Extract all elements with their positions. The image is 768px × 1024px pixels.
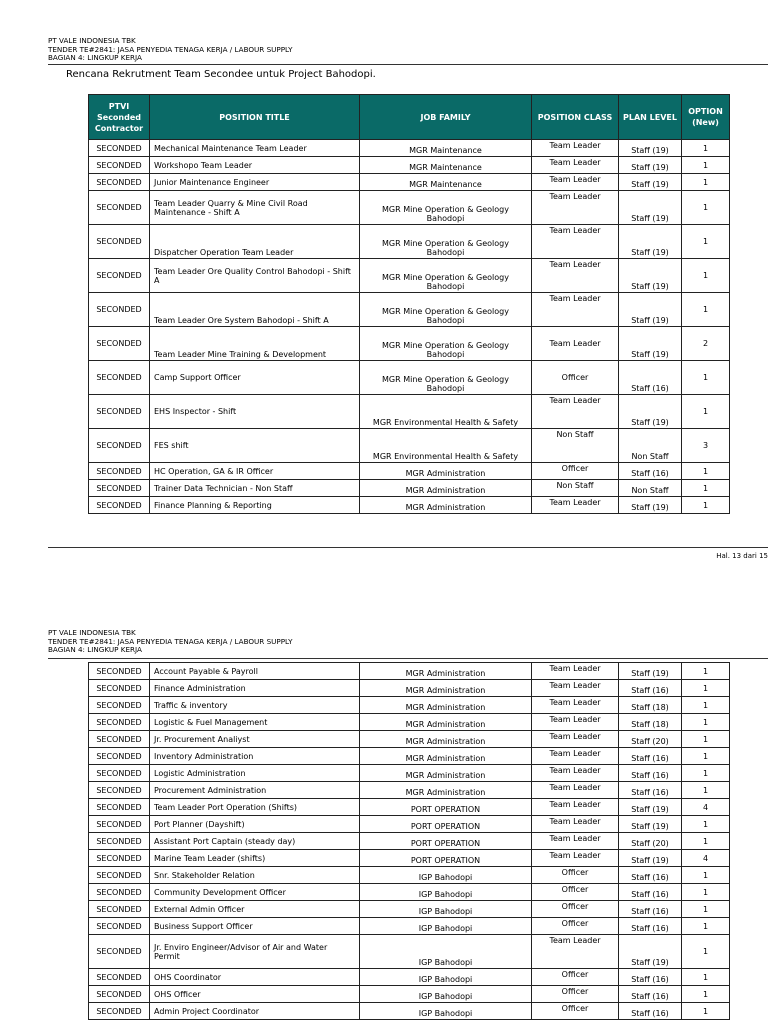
plan-level-cell: Staff (16): [619, 1003, 682, 1020]
table-row: [89, 463, 730, 480]
section-title: BAGIAN 4: LINGKUP KERJA: [48, 53, 142, 63]
position-title-cell: OHS Officer: [150, 986, 360, 1003]
option-cell: 1: [682, 480, 730, 497]
plan-level-cell: Staff (18): [619, 697, 682, 714]
option-cell: 4: [682, 850, 730, 867]
tender-title: TENDER TE#2841: JASA PENYEDIA TENAGA KERJA / LABOUR SUPPLY: [48, 44, 293, 54]
page-number: Hal. 13 dari 15: [716, 552, 768, 560]
job-family-cell: MGR Maintenance: [360, 157, 532, 174]
table-row: [89, 969, 730, 986]
option-cell: 1: [682, 497, 730, 514]
column-header-position-title: POSITION TITLE: [150, 95, 360, 140]
plan-level-cell: Staff (16): [619, 969, 682, 986]
tender-title: TENDER TE#2841: JASA PENYEDIA TENAGA KERJA / LABOUR SUPPLY: [48, 636, 293, 646]
option-cell: 1: [682, 697, 730, 714]
table-row: [89, 225, 730, 259]
position-title-cell: Trainer Data Technician - Non Staff: [150, 480, 360, 497]
plan-level-cell: Staff (16): [619, 884, 682, 901]
position-class-cell: Team Leader: [532, 748, 619, 765]
position-title-cell: Jr. Enviro Engineer/Advisor of Air and Water Permit: [150, 935, 360, 969]
position-class-cell: Team Leader: [532, 816, 619, 833]
table-row: [89, 174, 730, 191]
job-family-cell: MGR Administration: [360, 480, 532, 497]
job-family-cell: MGR Administration: [360, 731, 532, 748]
position-class-cell: Officer: [532, 361, 619, 395]
company-name: PT VALE INDONESIA TBK: [48, 36, 136, 45]
job-family-cell: IGP Bahodopi: [360, 901, 532, 918]
table-row: [89, 850, 730, 867]
job-family-cell: MGR Mine Operation & Geology Bahodopi: [360, 293, 532, 327]
table-row: [89, 1003, 730, 1020]
contractor-cell: SECONDED: [89, 935, 150, 969]
position-class-cell: Team Leader: [532, 799, 619, 816]
position-title-cell: Camp Support Officer: [150, 361, 360, 395]
position-class-cell: Team Leader: [532, 663, 619, 680]
plan-level-cell: Staff (19): [619, 225, 682, 259]
contractor-cell: SECONDED: [89, 327, 150, 361]
job-family-cell: MGR Administration: [360, 765, 532, 782]
contractor-cell: SECONDED: [89, 225, 150, 259]
table-row: [89, 884, 730, 901]
contractor-cell: SECONDED: [89, 782, 150, 799]
contractor-cell: SECONDED: [89, 799, 150, 816]
company-name: PT VALE INDONESIA TBK: [48, 628, 136, 637]
option-cell: 1: [682, 225, 730, 259]
option-cell: 1: [682, 884, 730, 901]
option-cell: 1: [682, 969, 730, 986]
option-cell: 1: [682, 157, 730, 174]
table-row: [89, 986, 730, 1003]
job-family-cell: PORT OPERATION: [360, 816, 532, 833]
option-cell: 1: [682, 174, 730, 191]
contractor-cell: SECONDED: [89, 748, 150, 765]
document-header: [48, 37, 293, 63]
position-title-cell: Mechanical Maintenance Team Leader: [150, 140, 360, 157]
page-14: [0, 600, 768, 1024]
position-title-cell: Jr. Procurement Analiyst: [150, 731, 360, 748]
option-cell: 1: [682, 463, 730, 480]
plan-level-cell: Staff (19): [619, 157, 682, 174]
position-title-cell: Team Leader Mine Training & Development: [150, 327, 360, 361]
contractor-cell: SECONDED: [89, 986, 150, 1003]
contractor-cell: SECONDED: [89, 714, 150, 731]
plan-level-cell: Staff (16): [619, 782, 682, 799]
job-family-cell: IGP Bahodopi: [360, 1003, 532, 1020]
job-family-cell: IGP Bahodopi: [360, 969, 532, 986]
intro-text: Rencana Rekrutment Team Secondee untuk Project Bahodopi.: [66, 69, 376, 80]
option-cell: 1: [682, 1003, 730, 1020]
option-cell: 4: [682, 799, 730, 816]
option-cell: 1: [682, 191, 730, 225]
column-header-contractor: PTVI Seconded Contractor: [89, 95, 150, 140]
contractor-cell: SECONDED: [89, 395, 150, 429]
position-class-cell: Officer: [532, 463, 619, 480]
position-title-cell: Team Leader Port Operation (Shifts): [150, 799, 360, 816]
contractor-cell: SECONDED: [89, 497, 150, 514]
contractor-cell: SECONDED: [89, 969, 150, 986]
contractor-cell: SECONDED: [89, 833, 150, 850]
table-row: [89, 327, 730, 361]
table-row: [89, 259, 730, 293]
position-title-cell: Team Leader Ore System Bahodopi - Shift A: [150, 293, 360, 327]
plan-level-cell: Staff (16): [619, 918, 682, 935]
contractor-cell: SECONDED: [89, 850, 150, 867]
job-family-cell: PORT OPERATION: [360, 799, 532, 816]
contractor-cell: SECONDED: [89, 663, 150, 680]
position-class-cell: Team Leader: [532, 714, 619, 731]
plan-level-cell: Staff (18): [619, 714, 682, 731]
plan-level-cell: Staff (19): [619, 327, 682, 361]
job-family-cell: PORT OPERATION: [360, 850, 532, 867]
plan-level-cell: Staff (19): [619, 497, 682, 514]
plan-level-cell: Staff (19): [619, 293, 682, 327]
table-row: [89, 429, 730, 463]
option-cell: 1: [682, 833, 730, 850]
job-family-cell: MGR Mine Operation & Geology Bahodopi: [360, 259, 532, 293]
option-cell: 1: [682, 731, 730, 748]
job-family-cell: MGR Maintenance: [360, 140, 532, 157]
position-title-cell: External Admin Officer: [150, 901, 360, 918]
position-title-cell: Business Support Officer: [150, 918, 360, 935]
contractor-cell: SECONDED: [89, 259, 150, 293]
position-class-cell: Team Leader: [532, 327, 619, 361]
option-cell: 1: [682, 361, 730, 395]
position-title-cell: Logistic & Fuel Management: [150, 714, 360, 731]
position-class-cell: Officer: [532, 901, 619, 918]
position-title-cell: Assistant Port Captain (steady day): [150, 833, 360, 850]
plan-level-cell: Non Staff: [619, 480, 682, 497]
table-row: [89, 935, 730, 969]
table-row: [89, 680, 730, 697]
position-title-cell: Account Payable & Payroll: [150, 663, 360, 680]
header-rule: [48, 64, 768, 65]
option-cell: 1: [682, 816, 730, 833]
table-body: [89, 140, 730, 514]
plan-level-cell: Staff (19): [619, 663, 682, 680]
contractor-cell: SECONDED: [89, 429, 150, 463]
table-row: [89, 697, 730, 714]
header-rule: [48, 658, 768, 659]
contractor-cell: SECONDED: [89, 480, 150, 497]
job-family-cell: MGR Administration: [360, 714, 532, 731]
plan-level-cell: Staff (20): [619, 833, 682, 850]
table-row: [89, 293, 730, 327]
position-class-cell: Team Leader: [532, 935, 619, 969]
contractor-cell: SECONDED: [89, 174, 150, 191]
plan-level-cell: Staff (20): [619, 731, 682, 748]
position-class-cell: Team Leader: [532, 174, 619, 191]
position-title-cell: Procurement Administration: [150, 782, 360, 799]
contractor-cell: SECONDED: [89, 765, 150, 782]
position-class-cell: Officer: [532, 884, 619, 901]
column-header-position-class: POSITION CLASS: [532, 95, 619, 140]
position-class-cell: Officer: [532, 986, 619, 1003]
plan-level-cell: Staff (19): [619, 174, 682, 191]
table-row: [89, 157, 730, 174]
recruitment-table: [88, 94, 730, 514]
job-family-cell: MGR Mine Operation & Geology Bahodopi: [360, 191, 532, 225]
position-class-cell: Non Staff: [532, 429, 619, 463]
position-class-cell: Team Leader: [532, 782, 619, 799]
position-class-cell: Team Leader: [532, 850, 619, 867]
plan-level-cell: Staff (16): [619, 901, 682, 918]
job-family-cell: MGR Mine Operation & Geology Bahodopi: [360, 361, 532, 395]
plan-level-cell: Non Staff: [619, 429, 682, 463]
position-class-cell: Officer: [532, 1003, 619, 1020]
contractor-cell: SECONDED: [89, 816, 150, 833]
job-family-cell: MGR Administration: [360, 748, 532, 765]
table-row: [89, 361, 730, 395]
position-class-cell: Team Leader: [532, 293, 619, 327]
contractor-cell: SECONDED: [89, 191, 150, 225]
table-row: [89, 765, 730, 782]
table-row: [89, 731, 730, 748]
job-family-cell: IGP Bahodopi: [360, 867, 532, 884]
option-cell: 1: [682, 293, 730, 327]
plan-level-cell: Staff (16): [619, 765, 682, 782]
table-row: [89, 497, 730, 514]
option-cell: 1: [682, 748, 730, 765]
contractor-cell: SECONDED: [89, 731, 150, 748]
table-row: [89, 395, 730, 429]
table-row: [89, 901, 730, 918]
position-title-cell: Logistic Administration: [150, 765, 360, 782]
plan-level-cell: Staff (16): [619, 748, 682, 765]
plan-level-cell: Staff (19): [619, 799, 682, 816]
table-row: [89, 816, 730, 833]
contractor-cell: SECONDED: [89, 697, 150, 714]
contractor-cell: SECONDED: [89, 867, 150, 884]
position-title-cell: Traffic & inventory: [150, 697, 360, 714]
position-class-cell: Team Leader: [532, 157, 619, 174]
position-title-cell: Snr. Stakeholder Relation: [150, 867, 360, 884]
position-class-cell: Officer: [532, 867, 619, 884]
job-family-cell: MGR Administration: [360, 782, 532, 799]
position-title-cell: FES shift: [150, 429, 360, 463]
table-body: [89, 663, 730, 1020]
contractor-cell: SECONDED: [89, 293, 150, 327]
position-title-cell: Dispatcher Operation Team Leader: [150, 225, 360, 259]
job-family-cell: MGR Administration: [360, 497, 532, 514]
section-title: BAGIAN 4: LINGKUP KERJA: [48, 645, 142, 655]
option-cell: 1: [682, 986, 730, 1003]
contractor-cell: SECONDED: [89, 918, 150, 935]
job-family-cell: MGR Administration: [360, 680, 532, 697]
job-family-cell: MGR Environmental Health & Safety: [360, 429, 532, 463]
plan-level-cell: Staff (16): [619, 680, 682, 697]
position-class-cell: Team Leader: [532, 140, 619, 157]
option-cell: 1: [682, 782, 730, 799]
position-class-cell: Non Staff: [532, 480, 619, 497]
option-cell: 1: [682, 935, 730, 969]
position-class-cell: Team Leader: [532, 395, 619, 429]
position-class-cell: Officer: [532, 918, 619, 935]
job-family-cell: MGR Mine Operation & Geology Bahodopi: [360, 327, 532, 361]
table-row: [89, 867, 730, 884]
table-row: [89, 663, 730, 680]
option-cell: 1: [682, 901, 730, 918]
table-row: [89, 748, 730, 765]
position-title-cell: Finance Planning & Reporting: [150, 497, 360, 514]
table-row: [89, 714, 730, 731]
job-family-cell: MGR Maintenance: [360, 174, 532, 191]
job-family-cell: MGR Environmental Health & Safety: [360, 395, 532, 429]
position-title-cell: Finance Administration: [150, 680, 360, 697]
position-class-cell: Team Leader: [532, 697, 619, 714]
plan-level-cell: Staff (19): [619, 140, 682, 157]
plan-level-cell: Staff (16): [619, 986, 682, 1003]
position-title-cell: Community Development Officer: [150, 884, 360, 901]
position-class-cell: Team Leader: [532, 259, 619, 293]
document-header: [48, 629, 293, 655]
table-row: [89, 799, 730, 816]
table-row: [89, 782, 730, 799]
position-class-cell: Team Leader: [532, 680, 619, 697]
option-cell: 1: [682, 680, 730, 697]
job-family-cell: IGP Bahodopi: [360, 986, 532, 1003]
job-family-cell: IGP Bahodopi: [360, 918, 532, 935]
option-cell: 1: [682, 259, 730, 293]
position-title-cell: Inventory Administration: [150, 748, 360, 765]
job-family-cell: PORT OPERATION: [360, 833, 532, 850]
position-class-cell: Team Leader: [532, 833, 619, 850]
contractor-cell: SECONDED: [89, 680, 150, 697]
job-family-cell: MGR Administration: [360, 697, 532, 714]
plan-level-cell: Staff (19): [619, 259, 682, 293]
column-header-plan-level: PLAN LEVEL: [619, 95, 682, 140]
option-cell: 1: [682, 765, 730, 782]
position-title-cell: EHS Inspector - Shift: [150, 395, 360, 429]
contractor-cell: SECONDED: [89, 1003, 150, 1020]
position-class-cell: Team Leader: [532, 731, 619, 748]
table-row: [89, 918, 730, 935]
job-family-cell: MGR Administration: [360, 663, 532, 680]
position-title-cell: OHS Coordinator: [150, 969, 360, 986]
position-title-cell: Admin Project Coordinator: [150, 1003, 360, 1020]
footer-rule: [48, 547, 768, 548]
plan-level-cell: Staff (16): [619, 361, 682, 395]
option-cell: 1: [682, 140, 730, 157]
plan-level-cell: Staff (16): [619, 867, 682, 884]
table-header-row: [89, 95, 730, 140]
option-cell: 1: [682, 663, 730, 680]
position-class-cell: Team Leader: [532, 225, 619, 259]
job-family-cell: IGP Bahodopi: [360, 884, 532, 901]
option-cell: 1: [682, 867, 730, 884]
job-family-cell: MGR Mine Operation & Geology Bahodopi: [360, 225, 532, 259]
table-row: [89, 140, 730, 157]
option-cell: 2: [682, 327, 730, 361]
contractor-cell: SECONDED: [89, 901, 150, 918]
position-class-cell: Team Leader: [532, 191, 619, 225]
column-header-option: OPTION (New): [682, 95, 730, 140]
table-row: [89, 833, 730, 850]
position-title-cell: Team Leader Ore Quality Control Bahodopi - Shift A: [150, 259, 360, 293]
position-title-cell: Workshopo Team Leader: [150, 157, 360, 174]
position-title-cell: Junior Maintenance Engineer: [150, 174, 360, 191]
contractor-cell: SECONDED: [89, 884, 150, 901]
position-title-cell: HC Operation, GA & IR Officer: [150, 463, 360, 480]
job-family-cell: IGP Bahodopi: [360, 935, 532, 969]
job-family-cell: MGR Administration: [360, 463, 532, 480]
recruitment-table-continued: [88, 662, 730, 1020]
option-cell: 3: [682, 429, 730, 463]
table-row: [89, 480, 730, 497]
option-cell: 1: [682, 918, 730, 935]
position-class-cell: Team Leader: [532, 497, 619, 514]
position-class-cell: Team Leader: [532, 765, 619, 782]
plan-level-cell: Staff (19): [619, 191, 682, 225]
column-header-job-family: JOB FAMILY: [360, 95, 532, 140]
contractor-cell: SECONDED: [89, 361, 150, 395]
contractor-cell: SECONDED: [89, 140, 150, 157]
contractor-cell: SECONDED: [89, 157, 150, 174]
position-title-cell: Marine Team Leader (shifts): [150, 850, 360, 867]
plan-level-cell: Staff (16): [619, 463, 682, 480]
option-cell: 1: [682, 395, 730, 429]
plan-level-cell: Staff (19): [619, 935, 682, 969]
table-row: [89, 191, 730, 225]
plan-level-cell: Staff (19): [619, 395, 682, 429]
position-title-cell: Team Leader Quarry & Mine Civil Road Maintenance - Shift A: [150, 191, 360, 225]
plan-level-cell: Staff (19): [619, 850, 682, 867]
contractor-cell: SECONDED: [89, 463, 150, 480]
position-class-cell: Officer: [532, 969, 619, 986]
plan-level-cell: Staff (19): [619, 816, 682, 833]
option-cell: 1: [682, 714, 730, 731]
position-title-cell: Port Planner (Dayshift): [150, 816, 360, 833]
